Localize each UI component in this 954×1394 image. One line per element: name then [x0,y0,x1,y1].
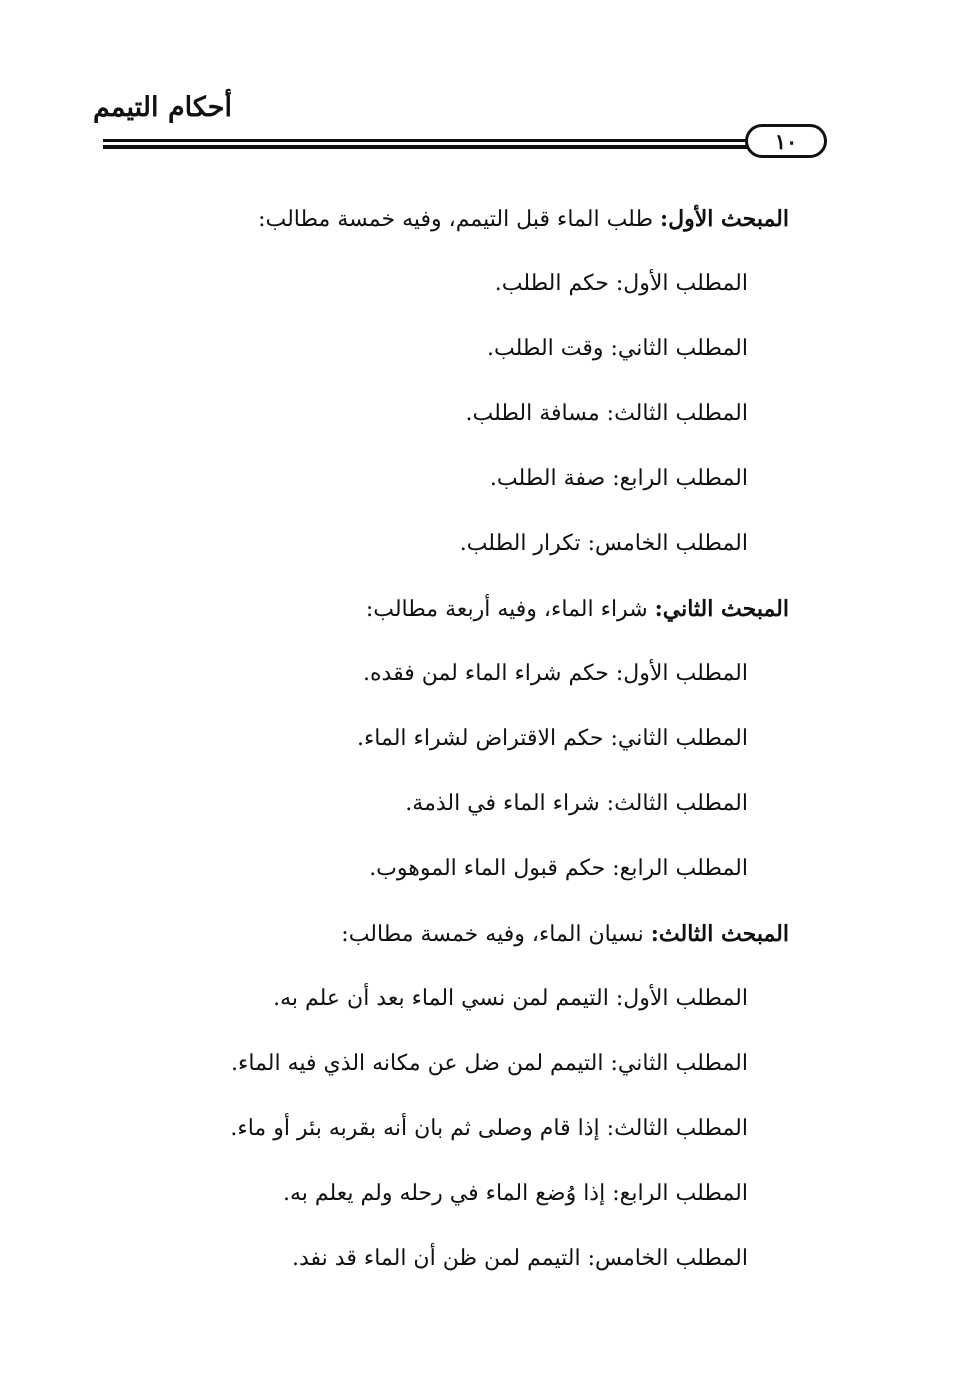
list-item [231,1048,748,1080]
item-label: المطلب الأول: [615,271,748,296]
list-item [369,853,748,885]
list-item [466,398,749,430]
page-number: ١٠ [774,128,798,154]
item-label: المطلب الثالث: [606,1116,748,1141]
item-text: تكرار الطلب. [459,531,588,556]
item-text: حكم الطلب. [494,271,616,296]
item-label: المطلب الثاني: [610,1051,748,1076]
item-label: المطلب الثالث: [606,791,748,816]
section-text: شراء الماء، وفيه أربعة مطالب: [365,597,655,622]
book-title: أحكام التيمم [92,92,232,123]
item-label: المطلب الثاني: [610,726,748,751]
section-heading-3 [341,918,789,951]
item-label: المطلب الثالث: [606,401,748,426]
page-number-badge [745,124,827,158]
item-text: إذا قام وصلى ثم بان أنه بقربه بئر أو ماء. [230,1116,607,1141]
item-label: المطلب الرابع: [612,856,748,881]
item-text: التيمم لمن ظن أن الماء قد نفد. [292,1246,588,1271]
item-text: التيمم لمن نسي الماء بعد أن علم به. [273,986,616,1011]
header-rule-top [103,139,753,142]
item-text: شراء الماء في الذمة. [405,791,607,816]
section-label: المبحث الأول: [659,206,789,232]
item-label: المطلب الرابع: [612,466,748,491]
item-text: مسافة الطلب. [465,401,607,426]
item-text: حكم الاقتراض لشراء الماء. [356,726,611,751]
item-label: المطلب الخامس: [587,1246,748,1271]
item-label: المطلب الخامس: [587,531,748,556]
list-item [230,1113,748,1145]
list-item [292,1243,748,1275]
list-item [273,983,748,1015]
item-text: إذا وُضع الماء في رحله ولم يعلم به. [282,1181,613,1206]
section-text: طلب الماء قبل التيمم، وفيه خمسة مطالب: [258,207,660,232]
item-label: المطلب الرابع: [612,1181,748,1206]
section-label: المبحث الثالث: [650,921,789,947]
list-item [363,658,748,690]
list-item [357,723,748,755]
item-text: حكم قبول الماء الموهوب. [369,856,613,881]
list-item [487,333,748,365]
item-label: المطلب الأول: [615,661,748,686]
list-item [283,1178,748,1210]
list-item [460,528,748,560]
list-item [495,268,748,300]
section-label: المبحث الثاني: [654,596,789,622]
header-rule-bottom [103,145,753,149]
item-text: حكم شراء الماء لمن فقده. [363,661,616,686]
list-item [405,788,748,820]
list-item [490,463,748,495]
item-text: التيمم لمن ضل عن مكانه الذي فيه الماء. [231,1051,611,1076]
section-heading-2 [366,593,789,626]
item-text: صفة الطلب. [489,466,613,491]
item-text: وقت الطلب. [487,336,611,361]
section-text: نسيان الماء، وفيه خمسة مطالب: [341,922,651,947]
section-heading-1 [258,203,789,236]
item-label: المطلب الأول: [615,986,748,1011]
item-label: المطلب الثاني: [610,336,748,361]
